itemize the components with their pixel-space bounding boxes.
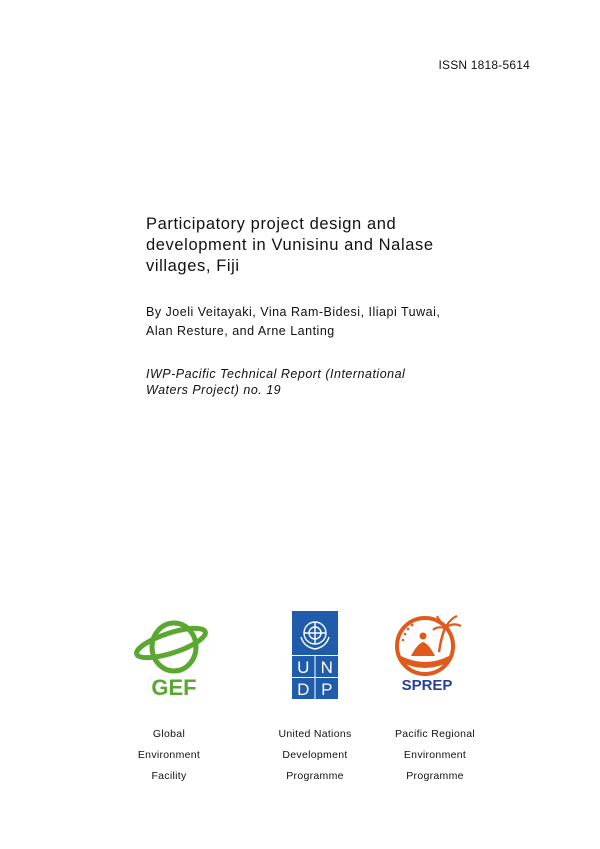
gef-caption	[114, 724, 224, 787]
partner-logos	[0, 610, 600, 810]
undp-letter-d: D	[297, 680, 310, 699]
caption-line: Facility	[151, 770, 187, 782]
report-series: IWP-Pacific Technical Report (International Waters Project) no. 19	[146, 367, 406, 397]
caption-line: Programme	[286, 770, 344, 782]
undp-logo-icon	[292, 611, 338, 699]
undp-letter-p: P	[321, 680, 333, 699]
caption-line: Development	[282, 749, 348, 761]
report-title: Participatory project design and development in Vunisinu and Nalase villages, Fiji	[146, 215, 434, 275]
undp-letter-u: U	[297, 658, 310, 677]
caption-line: Environment	[137, 749, 201, 761]
sprep-wordmark: SPREP	[401, 677, 453, 692]
caption-line: Environment	[403, 749, 467, 761]
sprep-logo-icon	[393, 612, 467, 692]
gef-logo-icon	[133, 613, 215, 697]
caption-line: Global	[152, 728, 186, 740]
sprep-caption	[380, 724, 490, 787]
issn-number: ISSN 1818-5614	[438, 58, 530, 72]
caption-line: Programme	[406, 770, 464, 782]
caption-line: United Nations	[278, 728, 352, 740]
caption-line: Pacific Regional	[394, 728, 476, 740]
undp-letter-n: N	[320, 658, 333, 677]
report-authors: By Joeli Veitayaki, Vina Ram-Bidesi, Iliapi Tuwai, Alan Resture, and Arne Lanting	[146, 305, 441, 338]
undp-caption	[260, 724, 370, 787]
gef-wordmark: GEF	[151, 675, 197, 697]
